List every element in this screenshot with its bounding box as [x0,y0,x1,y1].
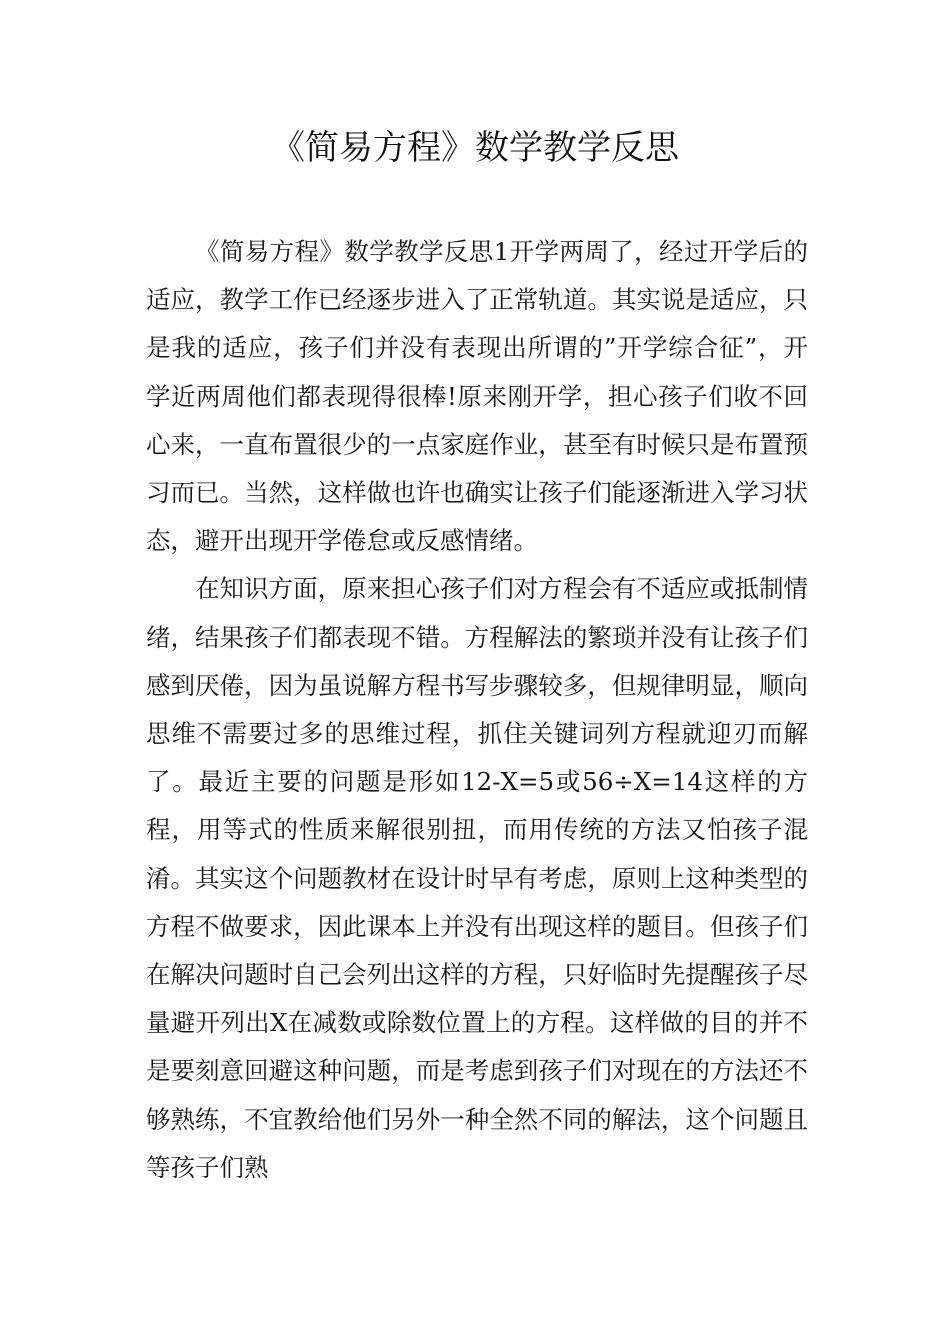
document-title: 《简易方程》数学教学反思 [271,128,679,168]
document-body [146,228,808,1192]
paragraph-1: 《简易方程》数学教学反思1开学两周了，经过开学后的适应，教学工作已经逐步进入了正常轨道。其实说是适应，只是我的适应，孩子们并没有表现出所谓的”开学综合征”，开学近两周他们都表现得很棒!原来刚开学，担心孩子们收不回心来，一直布置很少的一点家庭作业，甚至有时候只是布置预习而已。当然，这样做也许也确实让孩子们能逐渐进入学习状态，避开出现开学倦怠或反感情绪。 [146,237,808,556]
paragraph-2: 在知识方面，原来担心孩子们对方程会有不适应或抵制情绪，结果孩子们都表现不错。方程解法的繁琐并没有让孩子们感到厌倦，因为虽说解方程书写步骤较多，但规律明显，顺向思维不需要过多的思维过程，抓住关键词列方程就迎刃而解了。最近主要的问题是形如12-X=5或56÷X=14这样的方程，用等式的性质来解很别扭，而用传统的方法又怕孩子混淆。其实这个问题教材在设计时早有考虑，原则上这种类型的方程不做要求，因此课本上并没有出现这样的题目。但孩子们在解决问题时自己会列出这样的方程，只好临时先提醒孩子尽量避开列出X在减数或除数位置上的方程。这样做的目的并不是要刻意回避这种问题，而是考虑到孩子们对现在的方法还不够熟练，不宜教给他们另外一种全然不同的解法，这个问题且等孩子们熟 [146,574,808,1182]
